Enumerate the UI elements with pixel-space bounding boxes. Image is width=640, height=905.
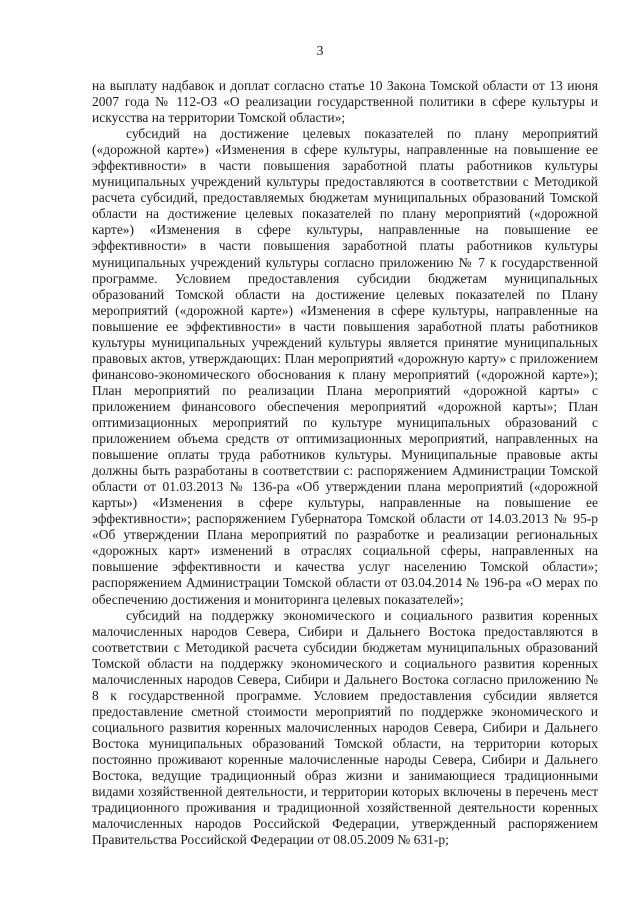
paragraph-2: субсидий на достижение целевых показателей по плану мероприятий («дорожной карте») «Изменения в сфере культуры, направленные на повышение ее эффективности» в части повышения заработной платы работников культуры муниципальных учреждений культуры предоставляются в соответствии с Методикой расчета субсидий, предоставляемых бюджетам муниципальных образований Томской области на достижение целевых показателей по плану мероприятий («дорожной карте») «Изменения в сфере культуры, направленные на повышение ее эффективности» в части повышения заработной платы работников культуры муниципальных учреждений культуры согласно приложению № 7 к государственной программе. Условием предоставления субсидии бюджетам муниципальных образований Томской области на достижение целевых показателей по Плану мероприятий («дорожной карте») «Изменения в сфере культуры, направленные на повышение ее эффективности» в части повышения заработной платы работников культуры муниципальных учреждений культуры является принятие муниципальных правовых актов, утверждающих: План мероприятий «дорожную карту» с приложением финансово-экономического обоснования к плану мероприятий («дорожной карте»); План мероприятий по реализации Плана мероприятий «дорожной карты» с приложением финансового обеспечения мероприятий «дорожной карты»; План оптимизационных мероприятий по культуре муниципальных образований с приложением объема средств от оптимизационных мероприятий, направленных на повышение оплаты труда работников культуры. Муниципальные правовые акты должны быть разработаны в соответствии с: распоряжением Администрации Томской области от 01.03.2013 № 136-ра «Об утверждении плана мероприятий («дорожной карты») «Изменения в сфере культуры, направленные на повышение ее эффективности»; распоряжением Губернатора Томской области от 14.03.2013 № 95-р «Об утверждении Плана мероприятий по разработке и реализации региональных «дорожных карт» изменений в отраслях социальной сферы, направленных на повышение эффективности и качества услуг населению Томской области»; распоряжением Администрации Томской области от 03.04.2014 № 196-ра «О мерах по обеспечению достижения и мониторинга целевых показателей»; (92, 126, 598, 607)
paragraph-1: на выплату надбавок и доплат согласно статье 10 Закона Томской области от 13 июня 2007 года № 112-ОЗ «О реализации государственной политики в сфере культуры и искусства на территории Томской области»; (92, 78, 598, 126)
paragraph-3: субсидий на поддержку экономического и социального развития коренных малочисленных народов Севера, Сибири и Дальнего Востока предоставляются в соответствии с Методикой расчета субсидии бюджетам муниципальных образований Томской области на поддержку экономического и социального развития коренных малочисленных народов Севера, Сибири и Дальнего Востока согласно приложению № 8 к государственной программе. Условием предоставления субсидии является предоставление сметной стоимости мероприятий по поддержке экономического и социального развития коренных малочисленных народов Севера, Сибири и Дальнего Востока муниципальных образований Томской области, на территории которых постоянно проживают коренные малочисленные народы Севера, Сибири и Дальнего Востока, ведущие традиционный образ жизни и занимающиеся традиционными видами хозяйственной деятельности, и территории которых включены в перечень мест традиционного проживания и традиционной хозяйственной деятельности коренных малочисленных народов Российской Федерации, утвержденный распоряжением Правительства Российской Федерации от 08.05.2009 № 631-р; (92, 607, 598, 848)
page-number: 3 (316, 44, 324, 59)
document-body (92, 78, 598, 848)
